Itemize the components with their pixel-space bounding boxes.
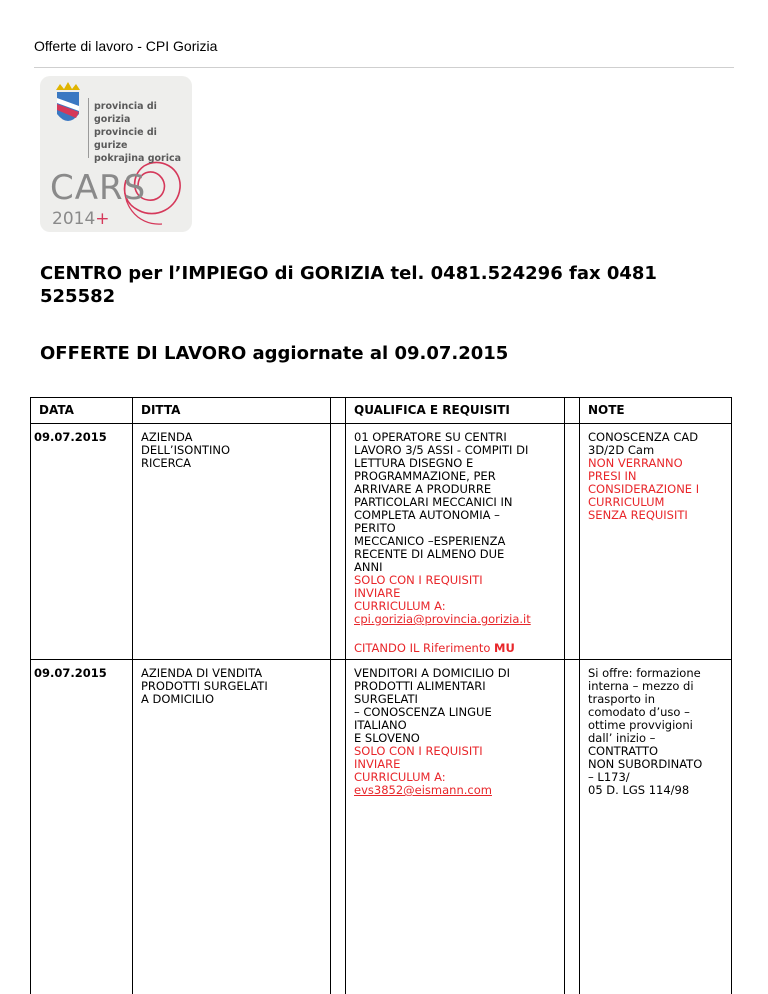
table-row-1-company: AZIENDA DELL’ISONTINO RICERCA	[141, 430, 231, 470]
logo-brand: CARS	[50, 168, 147, 208]
column-header-date: DATA	[39, 403, 74, 417]
email-link-eismann[interactable]: evs3852@eismann.com	[354, 783, 492, 797]
table-row-2-qualification: VENDITORI A DOMICILIO DI PRODOTTI ALIMENTARI SURGELATI – CONOSCENZA LINGUE ITALIANO E SLOVENO SOLO CON I REQUISITI INVIARE CURRICULUM A: evs3852@eismann.com	[354, 666, 511, 797]
logo-divider	[88, 98, 89, 158]
logo-province-text: provincia di gorizia provincie di gurize pokrajina gorica	[94, 101, 182, 164]
logo-year: 2014+	[52, 209, 110, 229]
table-row-1-reference: CITANDO IL Riferimento MU	[354, 641, 515, 655]
table-row-1-qualification: 01 OPERATORE SU CENTRI LAVORO 3/5 ASSI - COMPITI DI LETTURA DISEGNO E PROGRAMMAZIONE, PER ARRIVARE A PRODURRE PARTICOLARI MECCANICI IN COMPLETA AUTONOMIA – PERITO MECCANICO –ESPERIENZA RECENTE DI ALMENO DUE ANNI SOLO CON I REQUISITI INVIARE CURRICULUM A: cpi.gorizia@provincia.gorizia.it	[354, 430, 531, 626]
offers-table	[30, 397, 732, 994]
table-row-2-company: AZIENDA DI VENDITA PRODOTTI SURGELATI A DOMICILIO	[141, 666, 268, 706]
table-row-2-date: 09.07.2015	[34, 666, 107, 680]
column-header-notes: NOTE	[588, 403, 625, 417]
cars-logo	[40, 76, 192, 232]
header-divider	[34, 67, 734, 68]
center-title: CENTRO per l’IMPIEGO di GORIZIA tel. 0481.524296 fax 0481 525582	[40, 263, 657, 307]
table-row-1-notes: CONOSCENZA CAD 3D/2D Cam NON VERRANNO PRESI IN CONSIDERAZIONE I CURRICULUM SENZA REQUISITI	[588, 430, 700, 522]
column-header-qualification: QUALIFICA E REQUISITI	[354, 403, 510, 417]
table-row-1-date: 09.07.2015	[34, 430, 107, 444]
table-row-2-notes: Si offre: formazione interna – mezzo di trasporto in comodato d’uso – ottime provvigioni dall’ inizio – CONTRATTO NON SUBORDINATO – L173/ 05 D. LGS 114/98	[588, 666, 703, 797]
page-header-title: Offerte di lavoro - CPI Gorizia	[34, 38, 218, 54]
email-link-cpi[interactable]: cpi.gorizia@provincia.gorizia.it	[354, 612, 531, 626]
column-header-company: DITTA	[141, 403, 181, 417]
offers-title: OFFERTE DI LAVORO aggiornate al 09.07.2015	[40, 343, 509, 364]
